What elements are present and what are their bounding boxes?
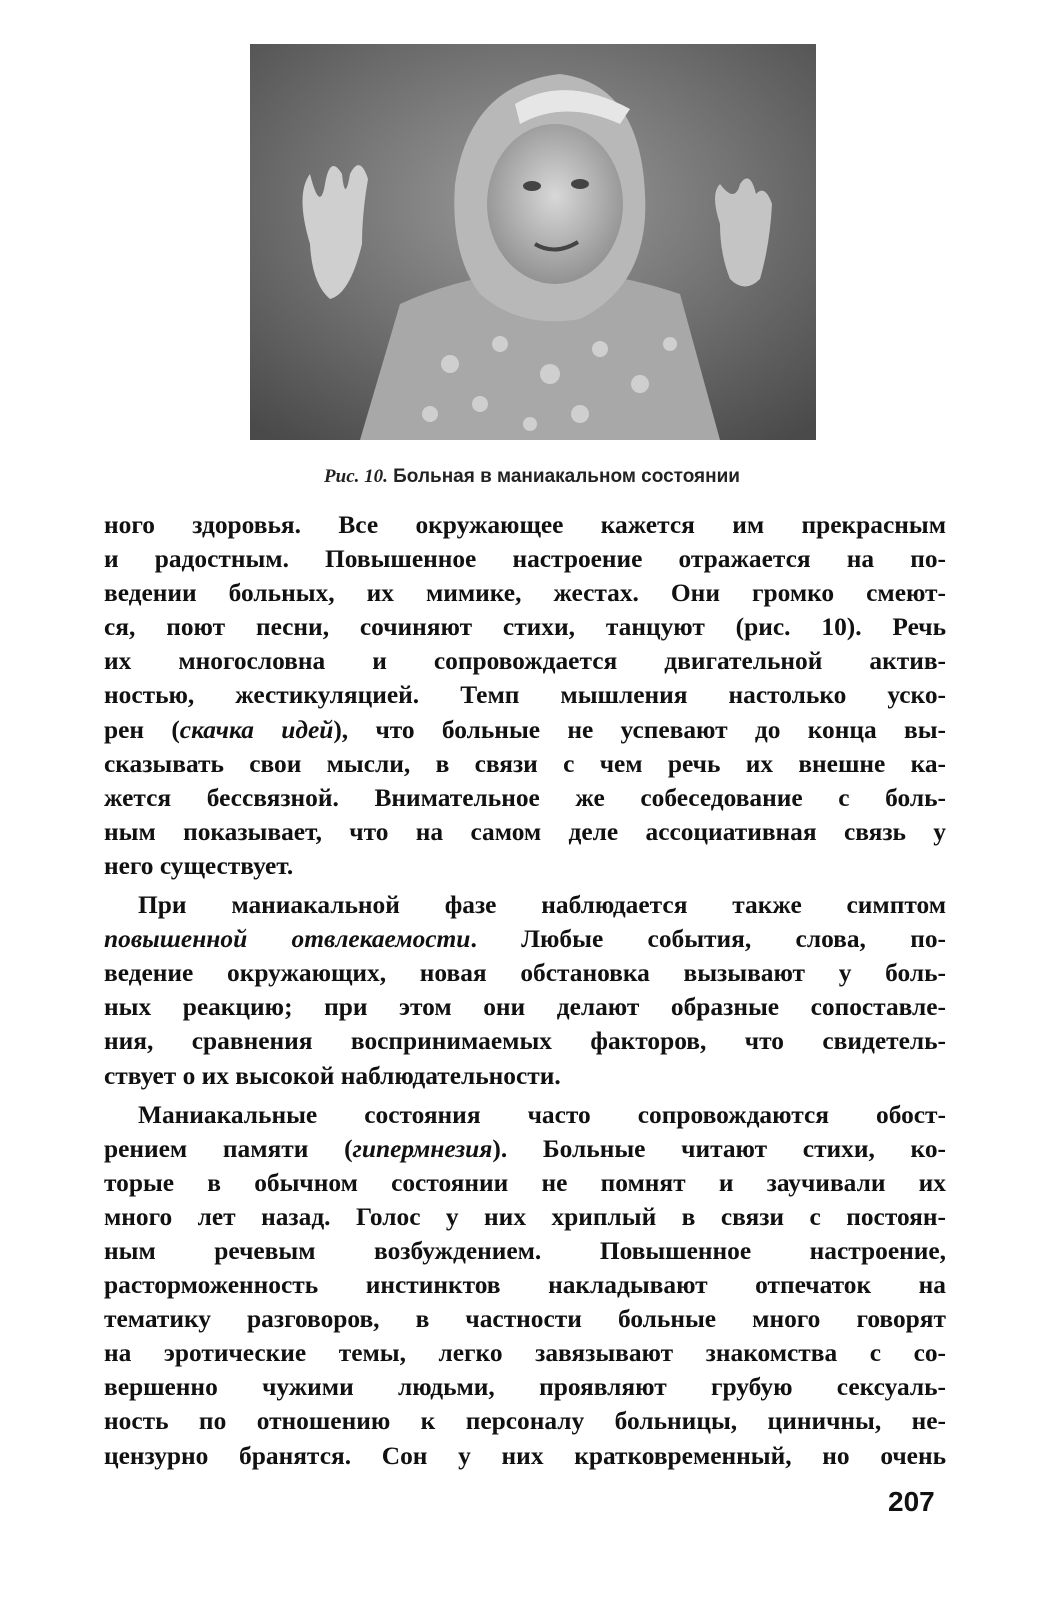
paragraph-1 — [104, 508, 946, 883]
text-line: много лет назад. Голос у них хриплый в связи с постоян- — [104, 1202, 946, 1231]
text-line: ным речевым возбуждением. Повышенное настроение, — [104, 1236, 946, 1265]
text-line: расторможенность инстинктов накладывают отпечаток на — [104, 1271, 946, 1300]
figure-photo — [250, 44, 816, 440]
text-line: торые в обычном состоянии не помнят и заучивали их — [104, 1168, 946, 1197]
text-line: тематику разговоров, в частности больные много говорят — [104, 1305, 946, 1334]
text-line: Маниакальные состояния часто сопровождаются обост- — [138, 1100, 946, 1129]
text-line: ведение окружающих, новая обстановка вызывают у боль- — [104, 959, 946, 988]
text-line: на эротические темы, легко завязывают знакомства с со- — [104, 1339, 946, 1368]
text-line: цензурно бранятся. Сон у них кратковременный, но очень — [104, 1441, 946, 1470]
caption-text: Больная в маниакальном состоянии — [387, 466, 740, 487]
text-line: ного здоровья. Все окружающее кажется им прекрасным — [104, 511, 946, 539]
body-text — [104, 508, 946, 1473]
text-line: При маниакальной фазе наблюдается также симптом — [138, 891, 946, 920]
text-line: ностью, жестикуляцией. Темп мышления настолько уско- — [104, 681, 946, 710]
figure-caption — [0, 466, 1064, 488]
text-line: ся, поют песни, сочиняют стихи, танцуют (рис. 10). Речь — [104, 613, 946, 642]
text-line: ведении больных, их мимике, жестах. Они громко смеют- — [104, 579, 946, 608]
paragraph-2 — [104, 888, 946, 1093]
text-line: повышенной отвлекаемости. Любые события, слова, по- — [104, 925, 946, 954]
page-number: 207 — [888, 1486, 935, 1517]
text-line: ных реакцию; при этом они делают образные сопоставле- — [104, 993, 946, 1022]
text-line: ность по отношению к персоналу больницы, циничны, не- — [104, 1407, 946, 1436]
paragraph-3 — [104, 1098, 946, 1473]
text-line: их многословна и сопровождается двигательной актив- — [104, 647, 946, 676]
text-line: жется бессвязной. Внимательное же собеседование с боль- — [104, 783, 946, 812]
text-line: ствует о их высокой наблюдательности. — [104, 1061, 561, 1090]
text-line: и радостным. Повышенное настроение отражается на по- — [104, 545, 946, 574]
text-line: рением памяти (гипермнезия). Больные читают стихи, ко- — [104, 1134, 946, 1163]
caption-label: Рис. 10. — [324, 466, 388, 487]
text-line: ния, сравнения воспринимаемых факторов, что свидетель- — [104, 1027, 946, 1056]
text-line: ным показывает, что на самом деле ассоциативная связь у — [104, 817, 946, 846]
text-line: него существует. — [104, 851, 294, 880]
photo-image — [250, 44, 816, 440]
text-line: рен (скачка идей), что больные не успевают до конца вы- — [104, 715, 946, 744]
text-line: сказывать свои мысли, в связи с чем речь их внешне ка- — [104, 749, 946, 778]
text-line: вершенно чужими людьми, проявляют грубую сексуаль- — [104, 1373, 946, 1402]
